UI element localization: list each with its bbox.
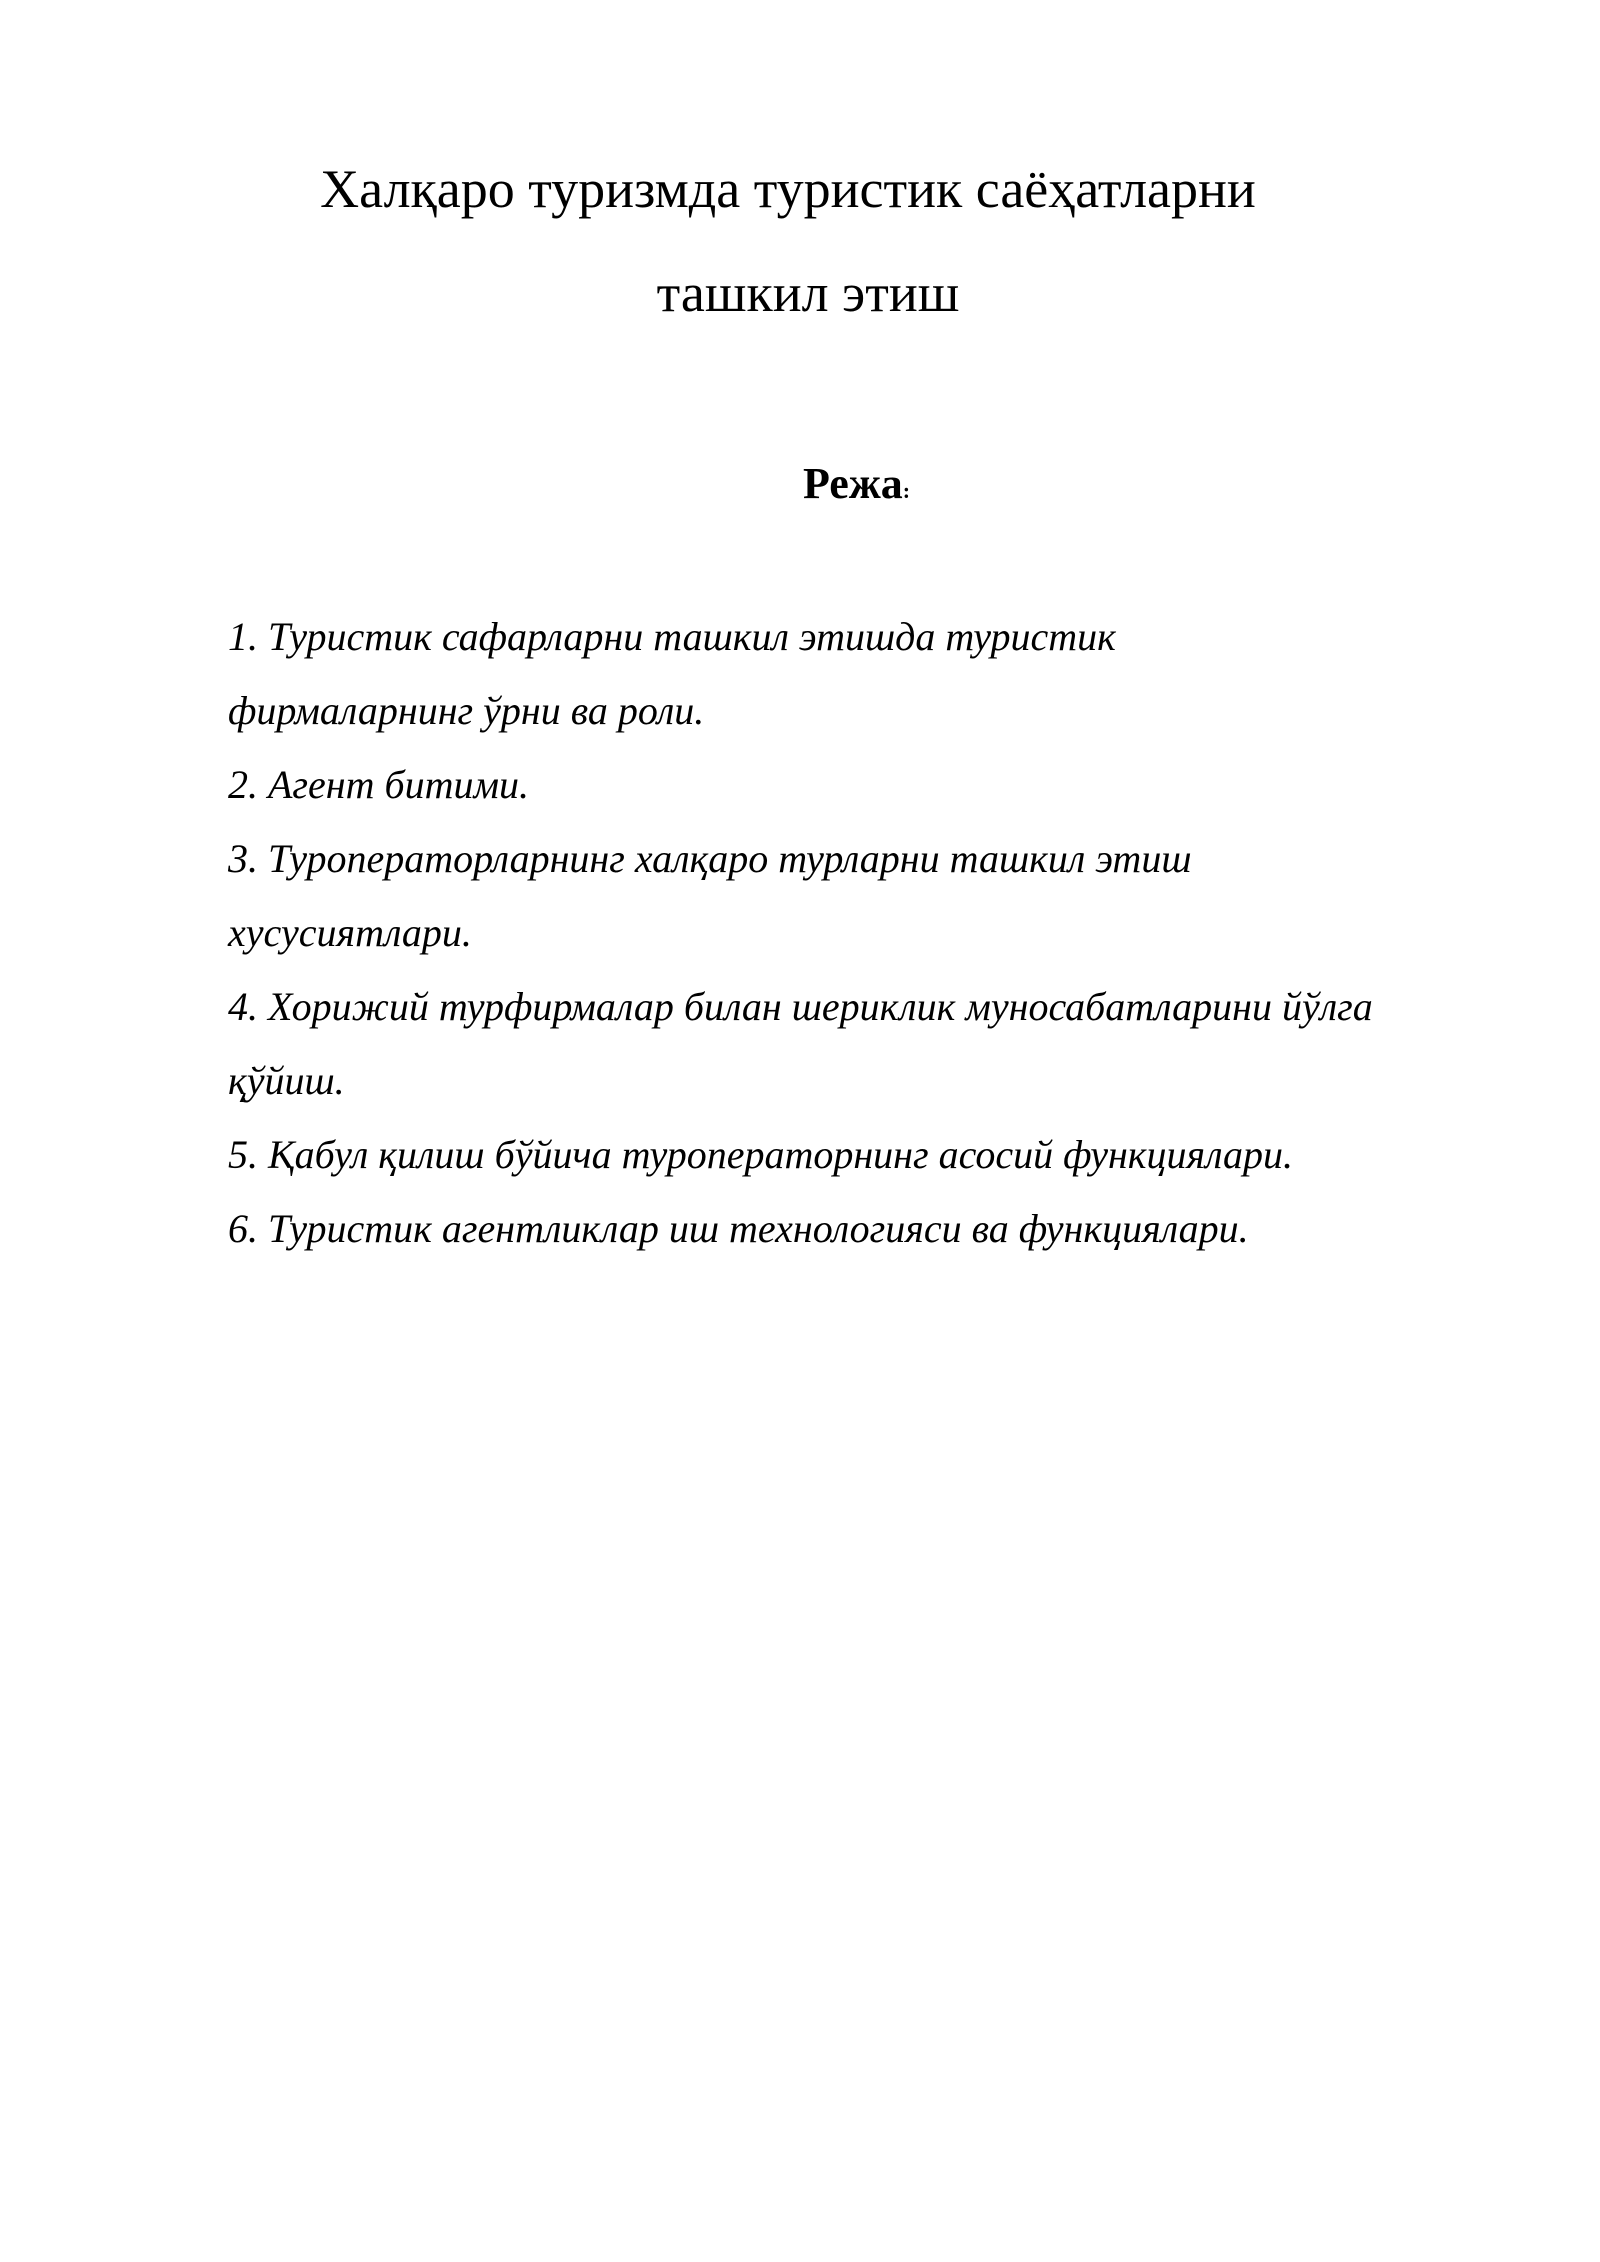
plan-item-continuation: хусусиятлари. (228, 910, 472, 955)
plan-item-line: Туристик сафарларни ташкил этишда туристик (268, 614, 1116, 659)
plan-item-continuation: фирмаларнинг ўрни ва роли. (228, 688, 705, 733)
plan-item (228, 600, 1528, 748)
document-title-line-1: Халқаро туризмда туристик саёҳатларни (320, 159, 1256, 219)
plan-item (228, 748, 1528, 822)
plan-item-text (268, 1118, 1293, 1192)
plan-item-line: Туроператорларнинг халқаро турларни ташкил этиш (268, 836, 1192, 881)
plan-item-number: 2. (228, 762, 258, 807)
plan-item-line: Хорижий турфирмалар билан шериклик муносабатларини йўлга (268, 984, 1373, 1029)
plan-item-line: Қабул қилиш бўйича туроператорнинг асосий функциялари. (268, 1132, 1294, 1177)
plan-item-text (268, 748, 529, 822)
plan-heading-text: Режа (803, 459, 903, 508)
plan-item-number: 5. (228, 1132, 258, 1177)
plan-heading-colon: : (902, 478, 911, 503)
plan-item (228, 822, 1528, 970)
plan-item-number: 4. (228, 984, 258, 1029)
plan-item-text (228, 600, 1116, 748)
plan-heading (803, 459, 911, 508)
plan-item-continuation: қўйиш. (228, 1058, 345, 1103)
plan-item-number: 6. (228, 1206, 258, 1251)
plan-item (228, 1118, 1528, 1192)
plan-item (228, 1192, 1528, 1266)
plan-item-text (228, 822, 1192, 970)
plan-item-line: Агент битими. (268, 762, 530, 807)
plan-item-text (268, 1192, 1249, 1266)
document-title-line-2: ташкил этиш (656, 263, 960, 323)
plan-item-text (228, 970, 1373, 1118)
plan-item-line: Туристик агентликлар иш технологияси ва функциялари. (268, 1206, 1249, 1251)
plan-item-number: 1. (228, 614, 258, 659)
plan-item (228, 970, 1528, 1118)
plan-list (228, 600, 1528, 1266)
plan-item-number: 3. (228, 836, 258, 881)
